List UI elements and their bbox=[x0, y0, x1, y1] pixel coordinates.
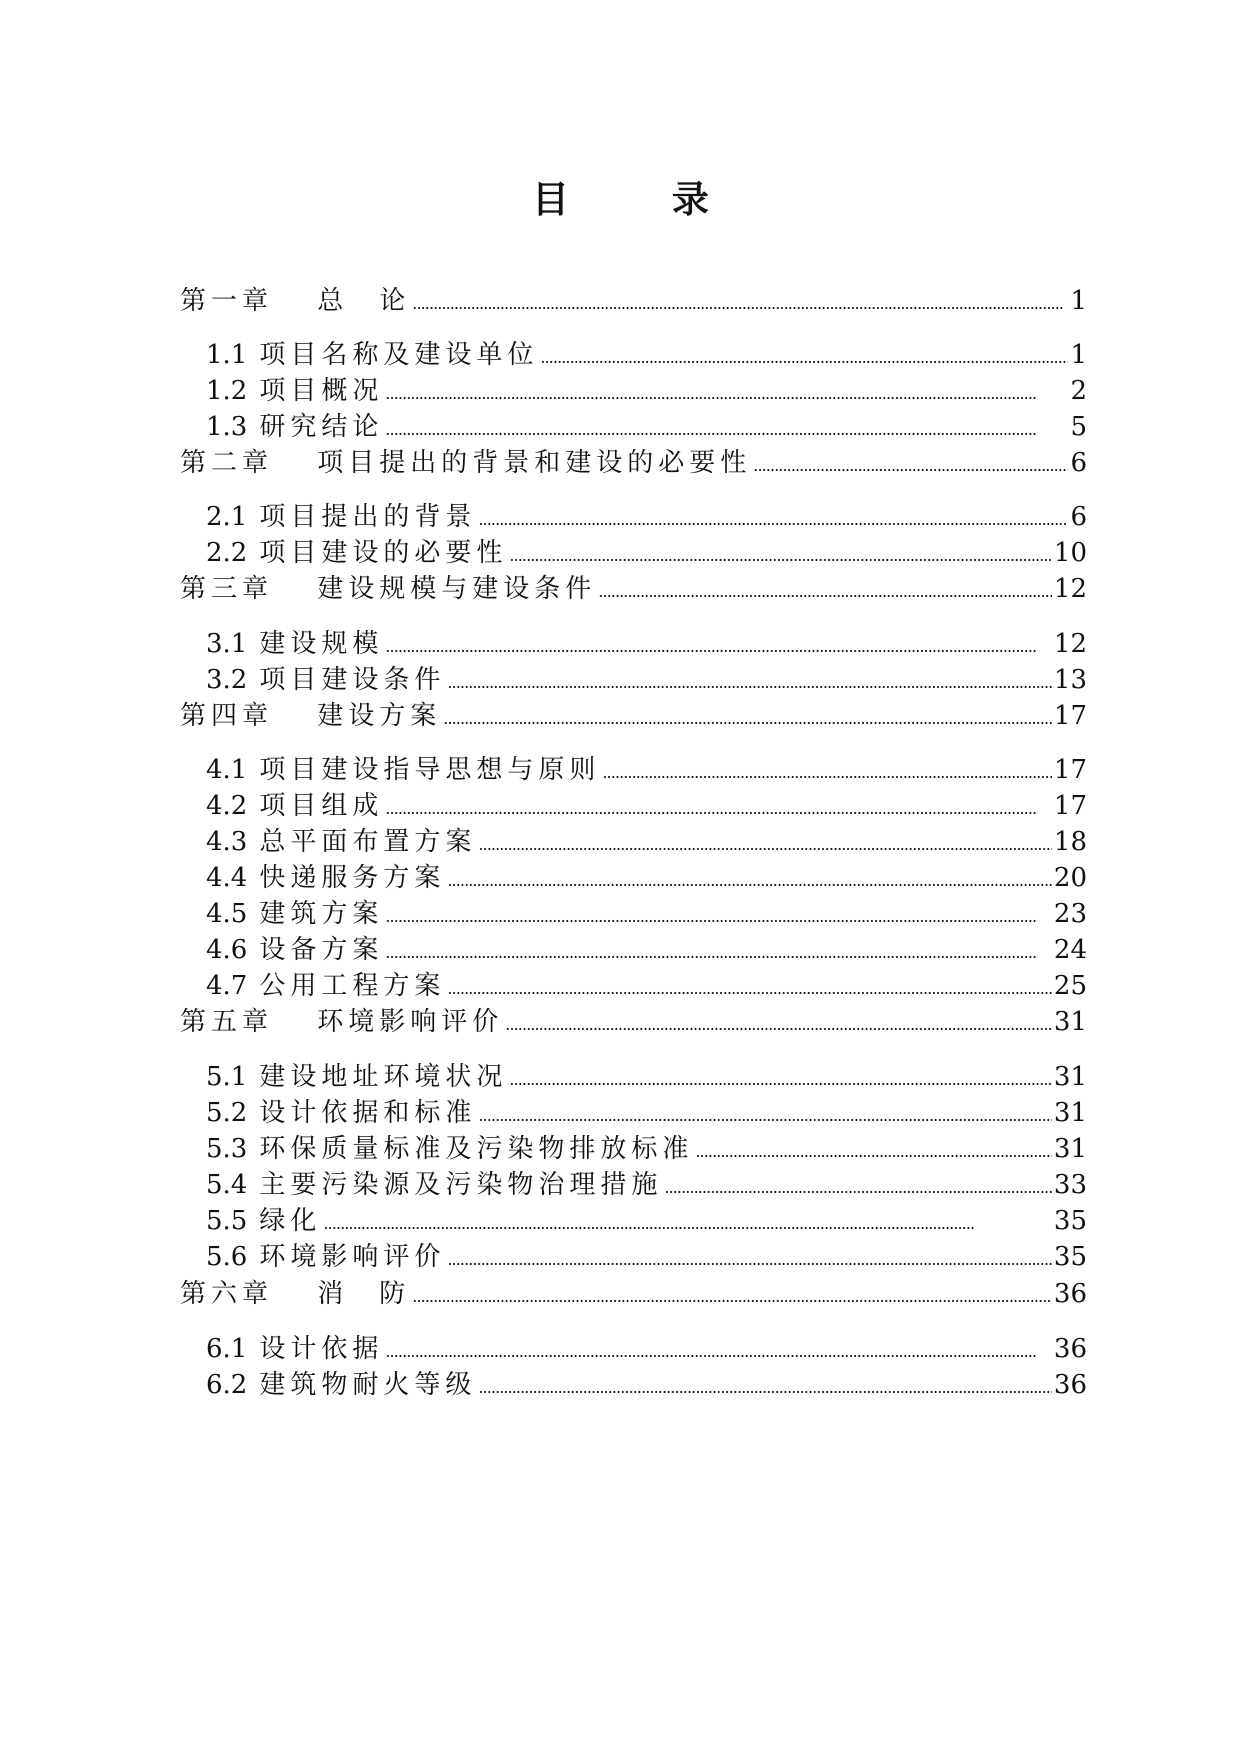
toc-section-entry[interactable] bbox=[206, 1331, 1087, 1367]
toc-dot-leader bbox=[478, 499, 1068, 538]
toc-chapter-entry[interactable] bbox=[180, 571, 1087, 607]
toc-chapter-entry[interactable] bbox=[180, 1004, 1087, 1040]
toc-page-number: 17 bbox=[1053, 755, 1087, 785]
toc-section-entry[interactable] bbox=[206, 1203, 1087, 1239]
toc-section-entry[interactable] bbox=[206, 535, 1087, 571]
toc-entry-title: 快递服务方案 bbox=[259, 863, 446, 893]
toc-page-number: 31 bbox=[1053, 1062, 1087, 1092]
toc-chapter-entry[interactable] bbox=[180, 1276, 1087, 1312]
toc-entry-title: 绿化 bbox=[259, 1206, 322, 1236]
toc-chapter-entry[interactable] bbox=[180, 698, 1087, 734]
toc-section-entry[interactable] bbox=[206, 1167, 1087, 1203]
toc-section-number: 5.2 bbox=[206, 1098, 248, 1128]
toc-dot-leader bbox=[385, 788, 1052, 827]
toc-section-entry[interactable] bbox=[206, 1095, 1087, 1131]
toc-section-number: 1.2 bbox=[206, 376, 248, 406]
toc-page-number: 10 bbox=[1053, 538, 1087, 568]
toc-entry-title: 项目名称及建设单位 bbox=[259, 340, 539, 370]
toc-entry-title: 第二章 项目提出的背景和建设的必要性 bbox=[180, 448, 752, 478]
toc-dot-leader bbox=[695, 1131, 1052, 1170]
toc-dot-leader bbox=[602, 752, 1052, 791]
toc-entry-title: 项目建设的必要性 bbox=[259, 538, 508, 568]
toc-page-number: 36 bbox=[1053, 1334, 1087, 1364]
toc-page-number: 18 bbox=[1053, 827, 1087, 857]
toc-section-number: 4.2 bbox=[206, 791, 248, 821]
toc-section-number: 4.4 bbox=[206, 863, 248, 893]
toc-dot-leader bbox=[447, 662, 1052, 701]
toc-section-number: 4.6 bbox=[206, 935, 248, 965]
toc-entry-title: 设备方案 bbox=[259, 935, 384, 965]
toc-section-entry[interactable] bbox=[206, 968, 1087, 1004]
toc-entry-title: 第一章 总 论 bbox=[180, 286, 411, 316]
toc-section-entry[interactable] bbox=[206, 662, 1087, 698]
toc-page-number: 36 bbox=[1053, 1370, 1087, 1400]
toc-dot-leader bbox=[385, 626, 1052, 665]
toc-dot-leader bbox=[385, 1331, 1052, 1370]
toc-page-number: 24 bbox=[1053, 935, 1087, 965]
toc-section-entry[interactable] bbox=[206, 1367, 1087, 1403]
toc-section-number: 1.3 bbox=[206, 412, 248, 442]
toc-dot-leader bbox=[540, 337, 1068, 376]
toc-dot-leader bbox=[412, 283, 1068, 322]
toc-entry-title: 项目概况 bbox=[259, 376, 384, 406]
toc-dot-leader bbox=[447, 968, 1052, 1007]
toc-section-entry[interactable] bbox=[206, 499, 1087, 535]
toc-section-entry[interactable] bbox=[206, 1239, 1087, 1275]
toc-section-entry[interactable] bbox=[206, 373, 1087, 409]
toc-page-number: 1 bbox=[1070, 286, 1087, 316]
toc-dot-leader bbox=[478, 1095, 1052, 1134]
toc-dot-leader bbox=[385, 896, 1052, 935]
toc-page-number: 33 bbox=[1053, 1170, 1087, 1200]
toc-section-number: 6.1 bbox=[206, 1334, 248, 1364]
toc-page-number: 23 bbox=[1053, 899, 1087, 929]
toc-entry-title: 环保质量标准及污染物排放标准 bbox=[259, 1134, 694, 1164]
toc-dot-leader bbox=[509, 1059, 1052, 1098]
toc-section-entry[interactable] bbox=[206, 896, 1087, 932]
toc-entry-title: 公用工程方案 bbox=[259, 971, 446, 1001]
toc-entry-title: 建筑物耐火等级 bbox=[259, 1370, 477, 1400]
toc-section-entry[interactable] bbox=[206, 824, 1087, 860]
toc-entry-title: 建设地址环境状况 bbox=[259, 1062, 508, 1092]
toc-entry-title: 第四章 建设方案 bbox=[180, 701, 442, 731]
toc-page-number: 5 bbox=[1070, 412, 1087, 442]
toc-page-number: 17 bbox=[1053, 701, 1087, 731]
toc-entry-title: 建设规模 bbox=[259, 629, 384, 659]
toc-dot-leader bbox=[412, 1276, 1052, 1315]
toc-section-number: 4.5 bbox=[206, 899, 248, 929]
toc-section-number: 4.1 bbox=[206, 755, 248, 785]
toc-section-entry[interactable] bbox=[206, 1059, 1087, 1095]
page-title: 目 录 bbox=[532, 178, 754, 221]
toc-page-number: 31 bbox=[1053, 1098, 1087, 1128]
toc-page-number: 25 bbox=[1053, 971, 1087, 1001]
toc-section-number: 3.2 bbox=[206, 665, 248, 695]
toc-entry-title: 总平面布置方案 bbox=[259, 827, 477, 857]
toc-section-number: 5.4 bbox=[206, 1170, 248, 1200]
toc-section-number: 6.2 bbox=[206, 1370, 248, 1400]
toc-entry-title: 项目建设条件 bbox=[259, 665, 446, 695]
toc-dot-leader bbox=[385, 409, 1068, 448]
toc-chapter-entry[interactable] bbox=[180, 445, 1087, 481]
toc-page-number: 20 bbox=[1053, 863, 1087, 893]
toc-dot-leader bbox=[385, 932, 1052, 971]
toc-dot-leader bbox=[509, 535, 1052, 574]
toc-section-entry[interactable] bbox=[206, 788, 1087, 824]
toc-section-entry[interactable] bbox=[206, 752, 1087, 788]
toc-section-number: 2.1 bbox=[206, 502, 248, 532]
toc-page-number: 13 bbox=[1053, 665, 1087, 695]
toc-section-number: 4.7 bbox=[206, 971, 248, 1001]
toc-page-number: 31 bbox=[1053, 1134, 1087, 1164]
toc-page-number: 1 bbox=[1070, 340, 1087, 370]
toc-page-number: 12 bbox=[1053, 629, 1087, 659]
toc-dot-leader bbox=[664, 1167, 1052, 1206]
toc-entry-title: 第六章 消 防 bbox=[180, 1279, 411, 1309]
toc-entry-title: 设计依据 bbox=[259, 1334, 384, 1364]
toc-section-entry[interactable] bbox=[206, 1131, 1087, 1167]
toc-dot-leader bbox=[753, 445, 1068, 484]
toc-dot-leader bbox=[323, 1203, 1052, 1242]
toc-page-number: 31 bbox=[1053, 1007, 1087, 1037]
toc-page-number: 6 bbox=[1070, 502, 1087, 532]
toc-dot-leader bbox=[478, 1367, 1052, 1406]
toc-entry-title: 项目组成 bbox=[259, 791, 384, 821]
toc-section-number: 2.2 bbox=[206, 538, 248, 568]
toc-section-entry[interactable] bbox=[206, 626, 1087, 662]
toc-page-number: 35 bbox=[1053, 1242, 1087, 1272]
toc-section-number: 5.6 bbox=[206, 1242, 248, 1272]
toc-dot-leader bbox=[385, 373, 1068, 412]
toc-page-number: 2 bbox=[1070, 376, 1087, 406]
toc-entry-title: 设计依据和标准 bbox=[259, 1098, 477, 1128]
toc-section-number: 5.5 bbox=[206, 1206, 248, 1236]
toc-entry-title: 第三章 建设规模与建设条件 bbox=[180, 574, 597, 604]
toc-entry-title: 项目建设指导思想与原则 bbox=[259, 755, 601, 785]
toc-chapter-entry[interactable] bbox=[180, 283, 1087, 319]
toc-dot-leader bbox=[447, 1239, 1052, 1278]
toc-entry-title: 项目提出的背景 bbox=[259, 502, 477, 532]
toc-dot-leader bbox=[447, 860, 1052, 899]
toc-dot-leader bbox=[598, 571, 1052, 610]
toc-dot-leader bbox=[478, 824, 1052, 863]
toc-page-number: 17 bbox=[1053, 791, 1087, 821]
toc-section-entry[interactable] bbox=[206, 860, 1087, 896]
toc-section-number: 4.3 bbox=[206, 827, 248, 857]
toc-dot-leader bbox=[443, 698, 1052, 737]
toc-entry-title: 环境影响评价 bbox=[259, 1242, 446, 1272]
toc-section-entry[interactable] bbox=[206, 409, 1087, 445]
toc-page-number: 12 bbox=[1053, 574, 1087, 604]
toc-entry-title: 主要污染源及污染物治理措施 bbox=[259, 1170, 663, 1200]
toc-section-number: 3.1 bbox=[206, 629, 248, 659]
toc-page-number: 6 bbox=[1070, 448, 1087, 478]
toc-entry-title: 建筑方案 bbox=[259, 899, 384, 929]
toc-page-number: 35 bbox=[1053, 1206, 1087, 1236]
toc-section-number: 1.1 bbox=[206, 340, 248, 370]
toc-dot-leader bbox=[505, 1004, 1052, 1043]
toc-entry-title: 研究结论 bbox=[259, 412, 384, 442]
toc-section-entry[interactable] bbox=[206, 932, 1087, 968]
toc-section-number: 5.3 bbox=[206, 1134, 248, 1164]
toc-entry-title: 第五章 环境影响评价 bbox=[180, 1007, 504, 1037]
toc-section-entry[interactable] bbox=[206, 337, 1087, 373]
toc-section-number: 5.1 bbox=[206, 1062, 248, 1092]
toc-page-number: 36 bbox=[1053, 1279, 1087, 1309]
